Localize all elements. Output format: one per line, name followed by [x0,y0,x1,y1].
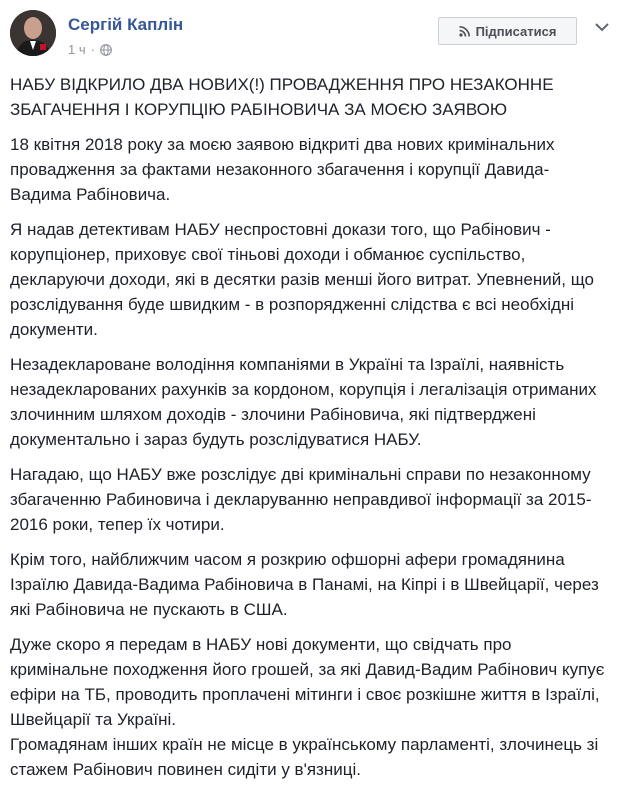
post-header [0,0,619,72]
post-paragraph: Дуже скоро я передам в НАБУ нові документи, що свідчать про кримінальне походження його грошей, за які Давид-Вадим Рабінович купує ефіри на ТБ, проводить проплачені мітинги і своє розкішне життя в Ізраїлі, Швейцарії та Україні. [10,635,605,729]
meta-separator: · [90,42,95,57]
post-paragraph: Незадекларoване володіння компаніями в Україні та Ізраїлі, наявність незадекларованих рахунків за кордоном, корупція і легалізація отриманих злочинним шляхом доходів - злочини Рабіновича, які підтверджені документально і зараз будуть розслідуватися НАБУ. [10,355,597,449]
subscribe-label: Підписатися [475,23,557,39]
rss-icon [459,26,470,37]
post-paragraph: Громадянам інших країн не місце в українському парламенті, злочинець зі стажем Рабінович повинен сидіти у в'язниці. [10,735,599,779]
author-avatar[interactable] [10,10,56,56]
post-options-button[interactable] [591,16,613,38]
subscribe-button[interactable] [438,17,577,45]
post-meta [68,42,112,57]
post-paragraph: 18 квітня 2018 року за моєю заявою відкриті два нових кримінальних провадження за фактами незаконного збагачення і корупції Давида-Вадима Рабіновича. [10,135,555,204]
post-paragraph: Крім того, найближчим часом я розкрию офшорні афери громадянина Ізраїлю Давида-Вадима Рабіновича в Панамі, на Кіпрі і в Швейцарії, через які Рабіновича не пускають в США. [10,550,599,619]
chevron-down-icon [595,23,609,32]
post-body [10,72,610,792]
post-paragraph: Я надав детективам НАБУ неспростовні докази того, що Рабінович - корупціонер, приховує свої тіньові доходи і обманює суспільство, декларуючи доходи, які в десятки разів менші його витрат. Упевнений, що розслідування буде швидким - в розпорядженні слідства є всі необхідні документи. [10,220,594,339]
post-timestamp[interactable]: 1 ч [68,42,86,57]
post-paragraph: Нагадаю, що НАБУ вже розслідує дві кримінальні справи по незаконному збагаченню Рабиновича і декларуванню неправдивої інформації за 2015-2016 роки, тепер їх чотири. [10,465,592,534]
author-name-link[interactable]: Сергій Каплін [68,15,184,34]
profile-photo-icon [10,10,56,56]
globe-icon[interactable] [100,44,112,56]
post-headline: НАБУ ВІДКРИЛО ДВА НОВИХ(!) ПРОВАДЖЕННЯ ПРО НЕЗАКОННЕ ЗБАГАЧЕННЯ І КОРУПЦІЮ РАБІНОВИЧА ЗА МОЄЮ ЗАЯВОЮ [10,75,554,119]
